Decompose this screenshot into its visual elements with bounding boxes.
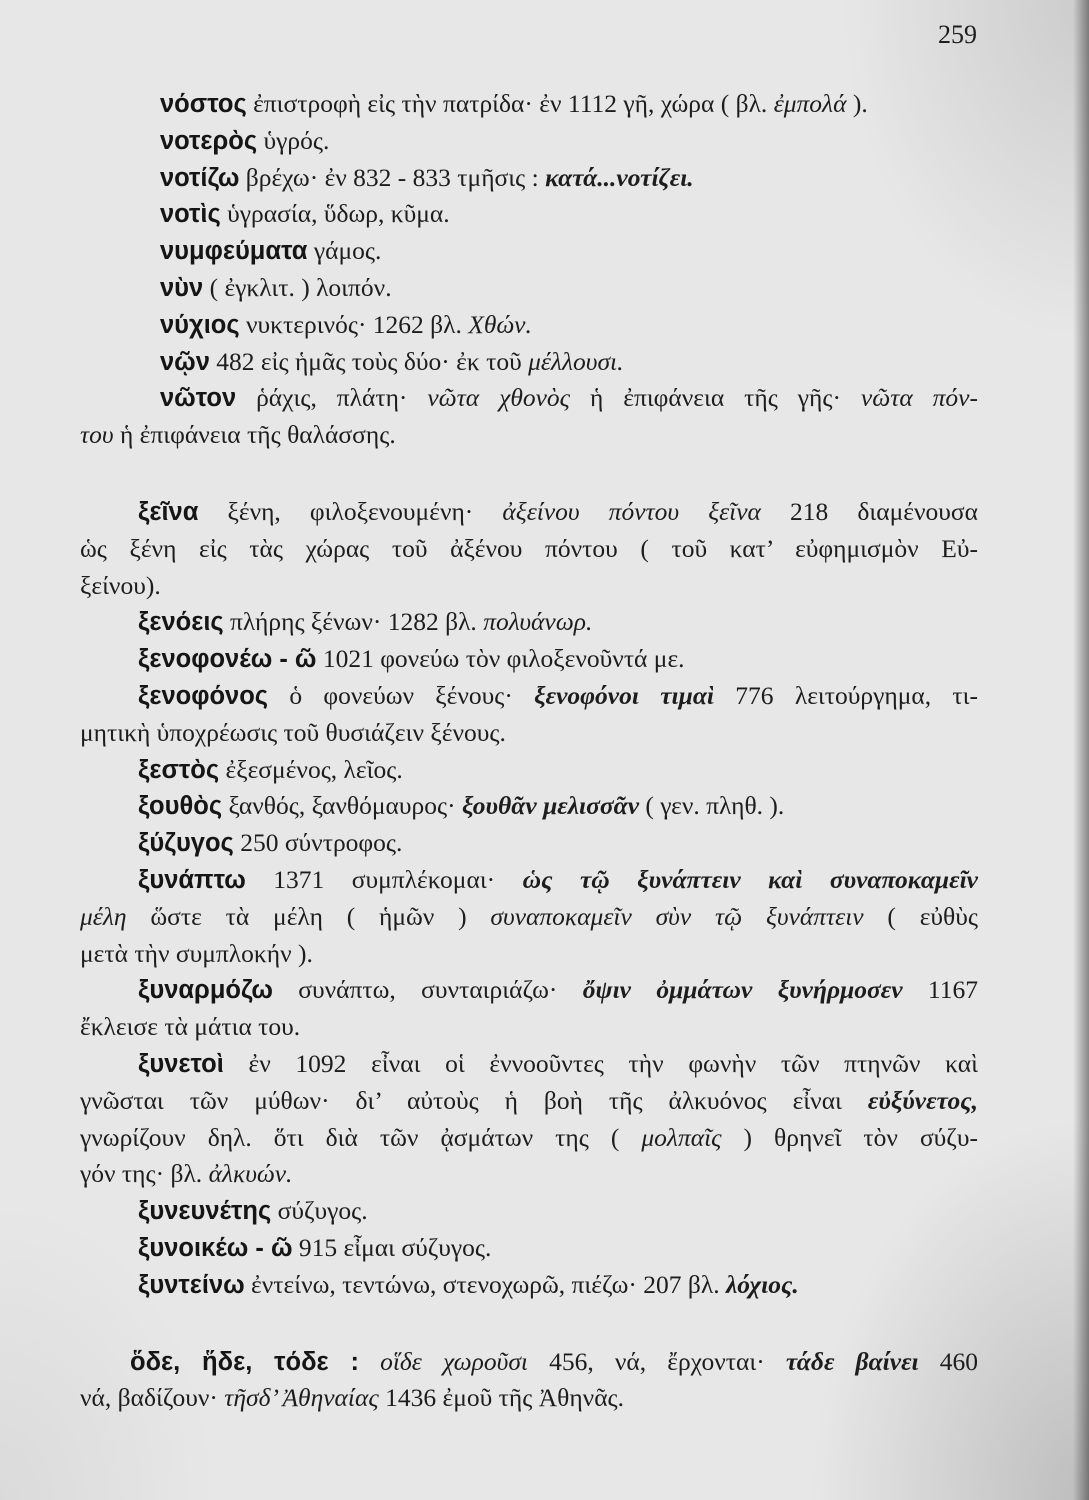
text-line [80,1230,978,1267]
gloss-text: νυκτερινός· 1262 βλ. [239,309,469,339]
page-number: 259 [938,20,977,49]
text-line [80,307,978,344]
citation-text: τῆσδ’ Ἀθηναίας [224,1383,379,1413]
headword: ξουθὸς [138,792,223,821]
gloss-text: μητικὴ ὑποχρέωσις τοῦ θυσιάζειν ξένους. [80,717,506,747]
headword: νοτερὸς [160,126,258,155]
gloss-text: ἔκλεισε τὰ μάτια του. [80,1012,301,1042]
text-line [80,568,978,605]
headword: ξυντείνω [138,1270,245,1299]
gloss-text: ἐντείνω, τεντώνω, στενοχωρῶ, πιέζω· 207 βλ. [244,1269,726,1299]
text-line [80,494,978,531]
headword: ξυνετοὶ [138,1049,224,1078]
text-line [80,417,978,454]
gloss-text: ξανθός, ξανθόμαυρος· [222,791,462,821]
gloss-text: γνωρίζουν δηλ. ὅτι διὰ τῶν ᾀσμάτων της ( [80,1122,642,1152]
headword: ξενοφονέω - ῶ [138,645,317,674]
glossary-entry [80,1193,978,1230]
gloss-text: 776 λειτούργημα, τι- [714,680,978,710]
citation-text: του [80,420,114,450]
emphasized-citation: ξενοφόνοι τιμαὶ [534,680,715,710]
headword: νυμφεύματα [160,237,308,266]
headword: ξυνάπτω [138,865,246,894]
glossary-entry [80,307,978,344]
gloss-text: μετὰ τὴν συμπλοκήν ). [80,938,313,968]
text-line [80,1156,978,1193]
citation-text: ἀξείνου πόντου ξεῖνα [502,496,761,526]
gloss-text: 1436 ἐμοῦ τῆς Ἀθηνᾶς. [378,1383,625,1413]
glossary-section [80,86,978,454]
text-line [80,531,978,568]
gloss-text: 218 διαμένουσα [760,496,978,526]
headword: ξυνοικέω - ῶ [138,1233,293,1262]
text-line [80,233,978,270]
text-line [80,936,978,973]
gloss-text: ξείνου). [80,570,161,600]
text-line [80,788,978,825]
citation-text: μέλλουσι. [528,346,624,376]
gloss-text: γόν της· βλ. [80,1159,209,1189]
text-line [80,825,978,862]
gloss-text: ( εὐθὺς [863,901,978,931]
glossary-entry [80,233,978,270]
headword: ξεῖνα [138,497,199,526]
glossary-entry [80,86,978,123]
glossary-entry [80,1230,978,1267]
glossary-entry [80,825,978,862]
text-line [80,752,978,789]
emphasized-citation: ὡς τῷ ξυνάπτειν καὶ συναποκαμεῖν [522,864,978,894]
citation-text: πολυάνωρ. [483,607,593,637]
gloss-text: 482 εἰς ἡμᾶς τοὺς δύο· ἐκ τοῦ [209,346,529,376]
gloss-text: 1167 [902,975,978,1005]
headword: ξεστὸς [138,755,220,784]
headword: νῷν [160,347,210,376]
gloss-text: ἐπιστροφὴ εἰς τὴν πατρίδα· ἐν 1112 γῆ, χώρα ( βλ. [246,89,774,118]
gloss-text: ἐξεσμένος, λεῖος. [219,754,403,784]
emphasized-citation: κατά...νοτίζει. [545,162,694,192]
text-line [80,1380,978,1417]
gloss-text: ὡς ξένη εἰς τὰς χώρας τοῦ ἀξένου πόντου ( τοῦ κατ’ εὐφημισμὸν Εὐ- [80,533,978,563]
gloss-text: 1371 συμπλέκομαι· [245,864,523,894]
gloss-text: 456, νά, ἔρχονται· [528,1346,786,1376]
text-line [80,1009,978,1046]
headword: νὺν [160,273,204,302]
page-edge-shadow [1073,0,1089,1500]
glossary-body [80,86,978,1457]
glossary-entry [80,270,978,307]
gloss-text: ὥστε τὰ μέλη ( ἡμῶν ) [126,901,491,931]
citation-text: νῶτα χθονὸς [427,383,571,413]
emphasized-citation: ὄψιν ὀμμάτων ξυνήρμοσεν [582,975,903,1005]
text-line [80,344,978,381]
glossary-entry [80,380,978,454]
headword: νύχιος [160,310,240,339]
glossary-section [80,1344,978,1418]
gloss-text: νά, βαδίζουν· [80,1383,225,1413]
headword: νοτὶς [160,200,221,229]
glossary-entry [80,1344,978,1418]
glossary-entry [80,641,978,678]
text-line [80,196,978,233]
text-line [80,641,978,678]
gloss-text: ὁ φονεύων ξένους· [268,680,535,710]
gloss-text: βρέχω· ἐν 832 - 833 τμῆσις : [239,162,546,192]
glossary-entry [80,196,978,233]
gloss-text: γάμος. [307,236,382,266]
gloss-text: ). [846,89,868,118]
text-line [80,123,978,160]
gloss-text: 250 σύντροφος. [233,828,403,858]
glossary-entry [80,344,978,381]
emphasized-citation: εὐξύνετος, [867,1085,978,1115]
citation-text: οἵδε χωροῦσι [358,1346,528,1376]
headword: ξυνευνέτης [138,1197,272,1226]
glossary-entry [80,788,978,825]
gloss-text: 915 εἶμαι σύζυγος. [292,1232,492,1262]
text-line [80,1083,978,1120]
text-line [80,1120,978,1157]
glossary-entry [80,752,978,789]
text-line [80,1046,978,1083]
gloss-text: ( γεν. πληθ. ). [639,791,785,821]
text-line [80,380,978,417]
citation-text: ἐμπολά [773,89,847,118]
glossary-entry [80,1046,978,1193]
text-line [80,1267,978,1304]
text-line [80,972,978,1009]
glossary-entry [80,1267,978,1304]
glossary-entry [80,604,978,641]
text-line [80,604,978,641]
headword: ξενοφόνος [138,681,269,710]
citation-text: συναποκαμεῖν σὺν τῷ ξυνάπτειν [490,901,864,931]
text-line [80,715,978,752]
gloss-text: ἡ ἐπιφάνεια τῆς θαλάσσης. [113,420,396,450]
text-line [80,862,978,899]
glossary-section [80,494,978,1304]
emphasized-citation: τάδε βαίνει [785,1346,919,1376]
text-line [80,899,978,936]
gloss-text: ἐν 1092 εἶναι οἱ ἐννοοῦντες τὴν φωνὴν τῶν πτηνῶν καὶ [223,1048,978,1078]
headword: ξενόεις [138,608,224,637]
gloss-text: ἡ ἐπιφάνεια τῆς γῆς· [570,383,861,413]
gloss-text: ( ἐγκλιτ. ) λοιπόν. [203,272,392,302]
gloss-text: ὑγρασία, ὕδωρ, κῦμα. [220,199,450,229]
glossary-entry [80,862,978,972]
text-line [80,1193,978,1230]
text-line [80,1344,978,1381]
headword: νόστος [160,90,247,118]
citation-text: μολπαῖς [641,1122,722,1152]
glossary-entry [80,678,978,752]
headword: ξυναρμόζω [138,976,273,1005]
glossary-entry [80,494,978,604]
gloss-text: ῥάχις, πλάτη· [236,383,428,413]
citation-text: ἀλκυών. [208,1159,293,1189]
headword: ὅδε, ἥδε, τόδε : [130,1347,359,1376]
text-line [80,86,978,123]
text-line [80,270,978,307]
text-line [80,160,978,197]
emphasized-citation: λόχιος. [725,1269,799,1299]
gloss-text: πλήρης ξένων· 1282 βλ. [223,607,484,637]
text-line [80,678,978,715]
citation-text: μέλη [80,901,127,931]
gloss-text: ὑγρός. [257,125,330,155]
glossary-entry [80,972,978,1046]
gloss-text: συνάπτω, συνταιριάζω· [272,975,583,1005]
citation-text: νῶτα πόν- [860,383,978,413]
gloss-text: σύζυγος. [271,1196,368,1226]
gloss-text: ξένη, φιλοξενουμένη· [198,496,503,526]
gloss-text: γνῶσται τῶν μύθων· δι’ αὐτοὺς ἡ βοὴ τῆς ἀλκυόνος εἶναι [80,1085,868,1115]
citation-text: Χθών. [468,309,532,339]
gloss-text: 1021 φονεύω τὸν φιλοξενοῦντά με. [316,644,685,674]
headword: νοτίζω [160,163,240,192]
headword: νῶτον [160,384,237,413]
headword: ξύζυγος [138,829,234,858]
glossary-entry [80,123,978,160]
emphasized-citation: ξουθᾶν μελισσᾶν [461,791,640,821]
gloss-text: ) θρηνεῖ τὸν σύζυ- [721,1122,978,1152]
gloss-text: 460 [918,1346,979,1376]
glossary-entry [80,160,978,197]
